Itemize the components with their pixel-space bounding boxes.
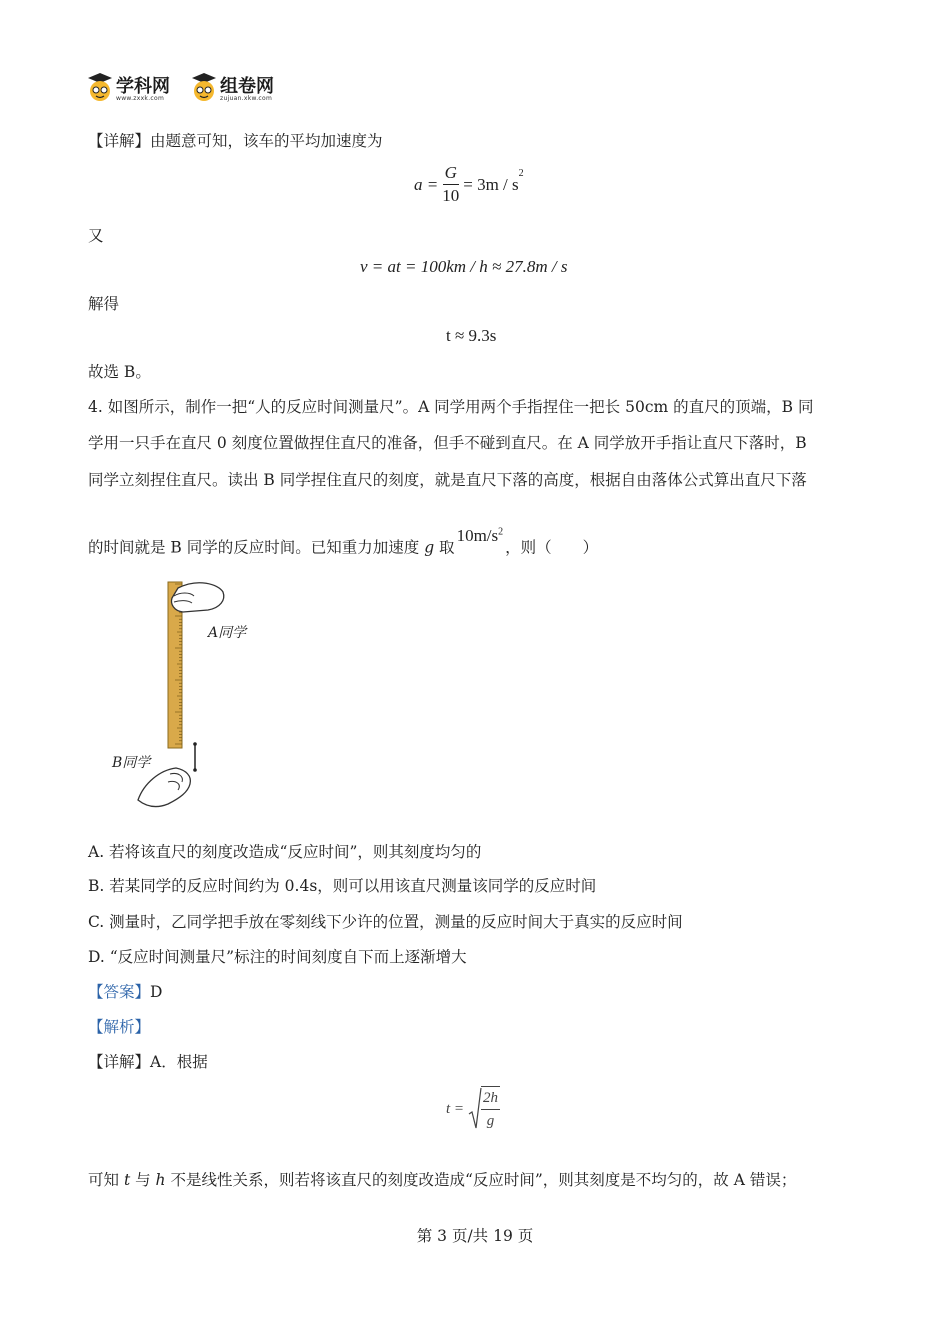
question-line-4: 的时间就是 B 同学的反应时间。已知重力加速度 g 取$10m/s^2$，则（ ）	[88, 525, 599, 557]
jiede-label: 解得	[88, 295, 120, 313]
detail1-conclusion: 故选 B。	[88, 363, 151, 381]
detail2-conclusion: 可知 t 与 h 不是线性关系，则若将该直尺的刻度改造成“反应时间”，则其刻度是不均匀的，故 A 错误；	[88, 1171, 797, 1189]
logo-zxxk-name: 学科网	[116, 76, 170, 97]
mascot-icon	[190, 72, 218, 102]
option-c: C. 测量时，乙同学把手放在零刻线下少许的位置，测量的反应时间大于真实的反应时间	[88, 913, 683, 931]
answer-label: 【答案】	[88, 983, 151, 1001]
eq1-lhs: a =	[414, 174, 439, 194]
logo-zujuan-name: 组卷网	[220, 76, 274, 97]
logo-zxxk	[86, 72, 186, 106]
you-label: 又	[88, 227, 104, 245]
eq1-rhs: = 3m / s	[463, 174, 519, 194]
option-d: D. “反应时间测量尺”标注的时间刻度自下而上逐渐增大	[88, 948, 467, 966]
sqrt-sign-icon	[468, 1086, 482, 1132]
logo-zujuan-url: zujuan.xkw.com	[220, 95, 273, 102]
eq1-denominator: 10	[442, 186, 460, 205]
detail1-line	[88, 131, 383, 151]
mascot-icon	[86, 72, 114, 102]
equation-acceleration	[414, 162, 524, 207]
ruler-diagram	[108, 578, 278, 813]
analysis-label: 【解析】	[88, 1018, 151, 1036]
detail1-text: 由题意可知，该车的平均加速度为	[150, 132, 383, 150]
equation-velocity: v = at = 100km / h ≈ 27.8m / s	[360, 257, 568, 276]
question-line-3: 同学立刻捏住直尺。读出 B 同学捏住直尺的刻度，就是直尺下落的高度，根据自由落体公式算出直尺下落	[88, 471, 807, 489]
gravity-value: $10m/s^2$	[456, 525, 504, 545]
question-line-2: 学用一只手在直尺 0 刻度位置做捏住直尺的准备，但手不碰到直尺。在 A 同学放开手指让直尺下落时，B	[88, 434, 807, 452]
detail2-label: 【详解】	[88, 1053, 151, 1071]
answer-value: D	[150, 983, 163, 1001]
eq1-numerator: G	[443, 162, 459, 185]
detail2-line	[88, 1052, 208, 1072]
detail2-text: A．根据	[150, 1053, 208, 1071]
label-student-a: A同学	[208, 625, 247, 641]
option-a: A. 若将该直尺的刻度改造成“反应时间”，则其刻度均匀的	[88, 843, 482, 861]
equation-time: t ≈ 9.3s	[446, 326, 497, 345]
eq-sqrt-fraction: $\frac{2h}{g}$	[481, 1086, 500, 1132]
option-b: B. 若某同学的反应时间约为 0.4s，则可以用该直尺测量该同学的反应时间	[88, 877, 597, 895]
logo-zujuan	[190, 72, 290, 106]
label-student-b: B同学	[112, 755, 151, 771]
eq1-fraction	[442, 162, 459, 207]
logo-zxxk-url: www.zxxk.com	[116, 95, 165, 102]
page-number: 第 3 页/共 19 页	[416, 1227, 534, 1245]
ruler-figure	[108, 578, 278, 813]
eq1-exponent: 2	[518, 168, 524, 179]
detail1-label: 【详解】	[88, 132, 151, 150]
question-line-1: 4. 如图所示，制作一把“人的反应时间测量尺”。A 同学用两个手指捏住一把长 50cm 的直尺的顶端，B 同	[88, 398, 814, 416]
answer-line	[88, 982, 162, 1002]
equation-sqrt: t = $\frac{2h}{g}$	[446, 1086, 500, 1132]
